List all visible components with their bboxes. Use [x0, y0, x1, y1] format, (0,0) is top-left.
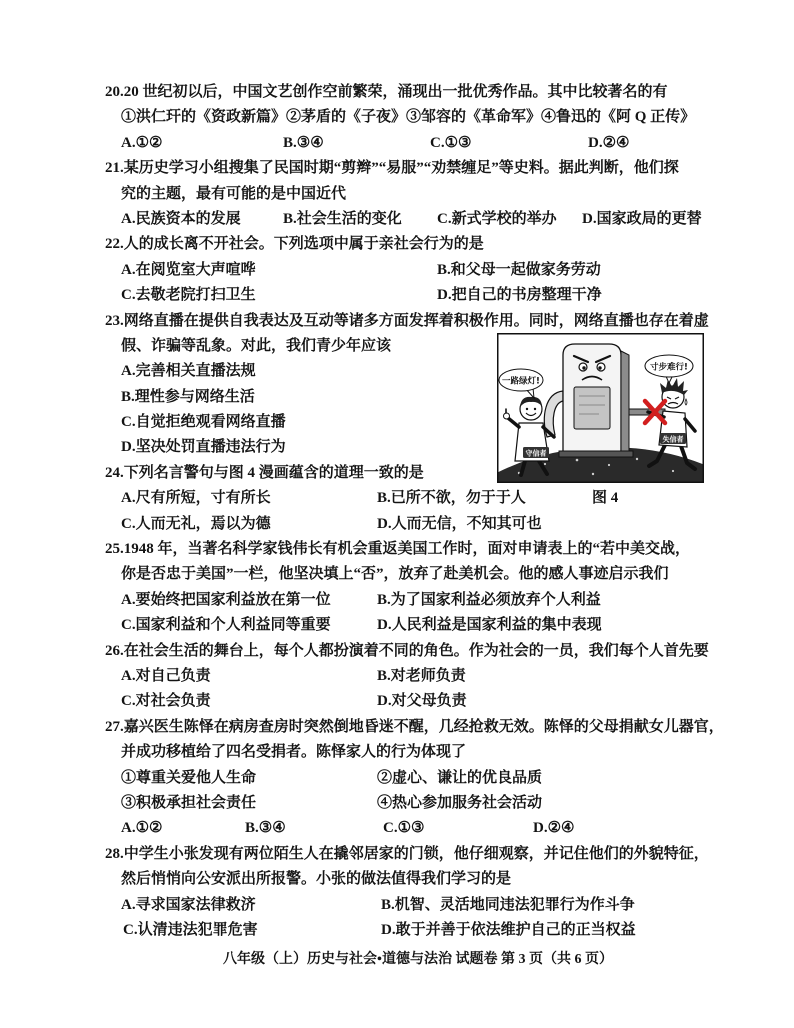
question-21-option-a: A.民族资本的发展	[121, 210, 241, 227]
question-27-statements-row-1	[0, 766, 794, 791]
question-22-option-a: A.在阅览室大声喧哗	[121, 261, 256, 278]
question-28-stem-row-2	[0, 867, 794, 892]
question-25-stem-row-1	[0, 537, 794, 562]
question-21-option-b: B.社会生活的变化	[283, 210, 402, 227]
question-26-option-c: C.对社会负责	[121, 693, 211, 710]
question-24-options-row-1	[0, 486, 794, 511]
speech-bubble-left-text: 一路绿灯!	[502, 376, 540, 387]
question-28-option-b: B.机智、灵活地同违法犯罪行为作斗争	[381, 896, 635, 913]
question-27-option-a: A.①②	[121, 820, 163, 837]
question-21-stem-line-1: 21.某历史学习小组搜集了民国时期“剪辫”“易服”“劝禁缠足”等史料。据此判断，他们探	[105, 160, 679, 177]
question-24-stem: 24.下列名言警句与图 4 漫画蕴含的道理一致的是	[105, 464, 424, 481]
question-22-stem-row	[0, 232, 794, 257]
question-25-stem-row-2	[0, 562, 794, 587]
question-24-option-b: B.已所不欲，勿于于人	[377, 490, 526, 507]
question-20-stem-row	[0, 80, 794, 105]
question-23-option-a: A.完善相关直播法规	[121, 363, 256, 380]
question-20-option-b: B.③④	[283, 134, 324, 151]
question-21-stem-line-2: 究的主题，最有可能的是中国近代	[121, 185, 347, 202]
question-27-statement-1: ①尊重关爱他人生命	[121, 769, 257, 786]
question-27-stem-line-1: 27.嘉兴医生陈怿在病房查房时突然倒地昏迷不醒，几经抢救无效。陈怿的父母捐献女儿器官，	[105, 718, 724, 735]
question-26-options-row-1	[0, 664, 794, 689]
question-27-option-b: B.③④	[245, 820, 286, 837]
question-20-option-a: A.①②	[121, 134, 163, 151]
question-21-options-row	[0, 207, 794, 232]
question-26-option-a: A.对自己负责	[121, 667, 211, 684]
question-20-option-d: D.②④	[588, 134, 630, 151]
question-27-option-d: D.②④	[533, 820, 575, 837]
question-21-option-d: D.国家政局的更替	[582, 210, 702, 227]
question-24-option-c: C.人而无礼，焉以为德	[121, 515, 271, 532]
question-list	[0, 80, 794, 943]
question-22-option-b: B.和父母一起做家务劳动	[437, 261, 601, 278]
question-27-options-row	[0, 816, 794, 841]
question-27-statement-2: ②虚心、谦让的优良品质	[377, 769, 543, 786]
question-25-option-c: C.国家利益和个人利益同等重要	[121, 617, 331, 634]
question-21-stem-row-2	[0, 182, 794, 207]
question-26-stem: 26.在社会生活的舞台上，每个人都扮演着不同的角色。作为社会的一员，我们每个人首先要	[105, 642, 709, 659]
machine-screen	[574, 387, 610, 429]
question-26-option-b: B.对老师负责	[377, 667, 466, 684]
question-22-options-row-1	[0, 258, 794, 283]
question-27-stem-row-1	[0, 715, 794, 740]
question-23-stem-line-2: 假、诈骗等乱象。对此，我们青少年应该	[121, 337, 392, 354]
question-23-stem-line-1: 23.网络直播在提供自我表达及互动等诸多方面发挥着积极作用。同时，网络直播也存在着虚	[105, 312, 709, 329]
question-27-option-c: C.①③	[383, 820, 425, 837]
question-22-option-c: C.去敬老院打扫卫生	[121, 287, 256, 304]
question-21-stem-row-1	[0, 156, 794, 181]
question-25-options-row-1	[0, 588, 794, 613]
question-21-option-c: C.新式学校的举办	[437, 210, 557, 227]
question-25-option-b: B.为了国家利益必须放弃个人利益	[377, 591, 601, 608]
question-28-option-c: C.认清违法犯罪危害	[123, 921, 258, 938]
question-27-statements-row-2	[0, 791, 794, 816]
question-20-stem: 20.20 世纪初以后，中国文艺创作空前繁荣，涌现出一批优秀作品。其中比较著名的有	[105, 84, 668, 100]
question-25-option-a: A.要始终把国家利益放在第一位	[121, 591, 331, 608]
question-26-options-row-2	[0, 689, 794, 714]
question-25-option-d: D.人民利益是国家利益的集中表现	[377, 617, 602, 634]
question-23-option-c: C.自觉拒绝观看网络直播	[121, 414, 286, 431]
badge-untrustworthy-text: 失信者	[662, 435, 684, 444]
question-20-option-c: C.①③	[430, 134, 472, 151]
question-28-option-d: D.敢于并善于依法维护自己的正当权益	[381, 921, 636, 938]
question-23-stem-row-1	[0, 309, 794, 334]
figure-4-caption: 图 4	[592, 490, 619, 507]
question-24-option-d: D.人而无信，不知其可也	[377, 515, 542, 532]
question-23-option-d: D.坚决处罚直播违法行为	[121, 439, 286, 456]
question-28-stem-line-1: 28.中学生小张发现有两位陌生人在撬邻居家的门锁，他仔细观察，并记住他们的外貌特征，	[105, 845, 709, 862]
question-22-option-d: D.把自己的书房整理干净	[437, 287, 602, 304]
page-footer: 八年级（上）历史与社会•道德与法治 试题卷 第 3 页（共 6 页）	[223, 952, 613, 967]
question-24-option-a: A.尺有所短，寸有所长	[121, 490, 271, 507]
question-22-stem: 22.人的成长离不开社会。下列选项中属于亲社会行为的是	[105, 236, 484, 253]
question-28-options-row-1	[0, 893, 794, 918]
question-27-statement-4: ④热心参加服务社会活动	[377, 794, 543, 811]
question-27-stem-line-2: 并成功移植给了四名受捐者。陈怿家人的行为体现了	[121, 744, 467, 761]
question-20-options-row	[0, 131, 794, 156]
question-25-stem-line-2: 你是否忠于美国”一栏，他坚决填上“否”，放弃了赴美机会。他的感人事迹启示我们	[121, 566, 669, 583]
question-20-statements-row	[0, 105, 794, 130]
question-28-option-a: A.寻求国家法律救济	[121, 896, 256, 913]
figure-4-cartoon	[497, 333, 704, 483]
question-25-stem-line-1: 25.1948 年，当著名科学家钱伟长有机会重返美国工作时，面对申请表上的“若中美交战，	[105, 541, 691, 558]
question-24-options-row-2	[0, 512, 794, 537]
question-26-stem-row	[0, 639, 794, 664]
question-28-stem-line-2: 然后悄悄向公安派出所报警。小张的做法值得我们学习的是	[121, 871, 512, 888]
question-27-statement-3: ③积极承担社会责任	[121, 794, 257, 811]
question-22-options-row-2	[0, 283, 794, 308]
question-20-statements: ①洪仁玕的《资政新篇》②茅盾的《子夜》③邹容的《革命军》④鲁迅的《阿 Q 正传》	[121, 109, 696, 126]
question-25-options-row-2	[0, 613, 794, 638]
speech-bubble-right-text: 寸步难行!	[650, 362, 688, 373]
question-27-stem-row-2	[0, 740, 794, 765]
question-28-stem-row-1	[0, 842, 794, 867]
question-23-option-b: B.理性参与网络生活	[121, 388, 255, 405]
badge-trustworthy-text: 守信者	[525, 449, 547, 458]
question-28-options-row-2	[0, 918, 794, 943]
question-26-option-d: D.对父母负责	[377, 693, 467, 710]
